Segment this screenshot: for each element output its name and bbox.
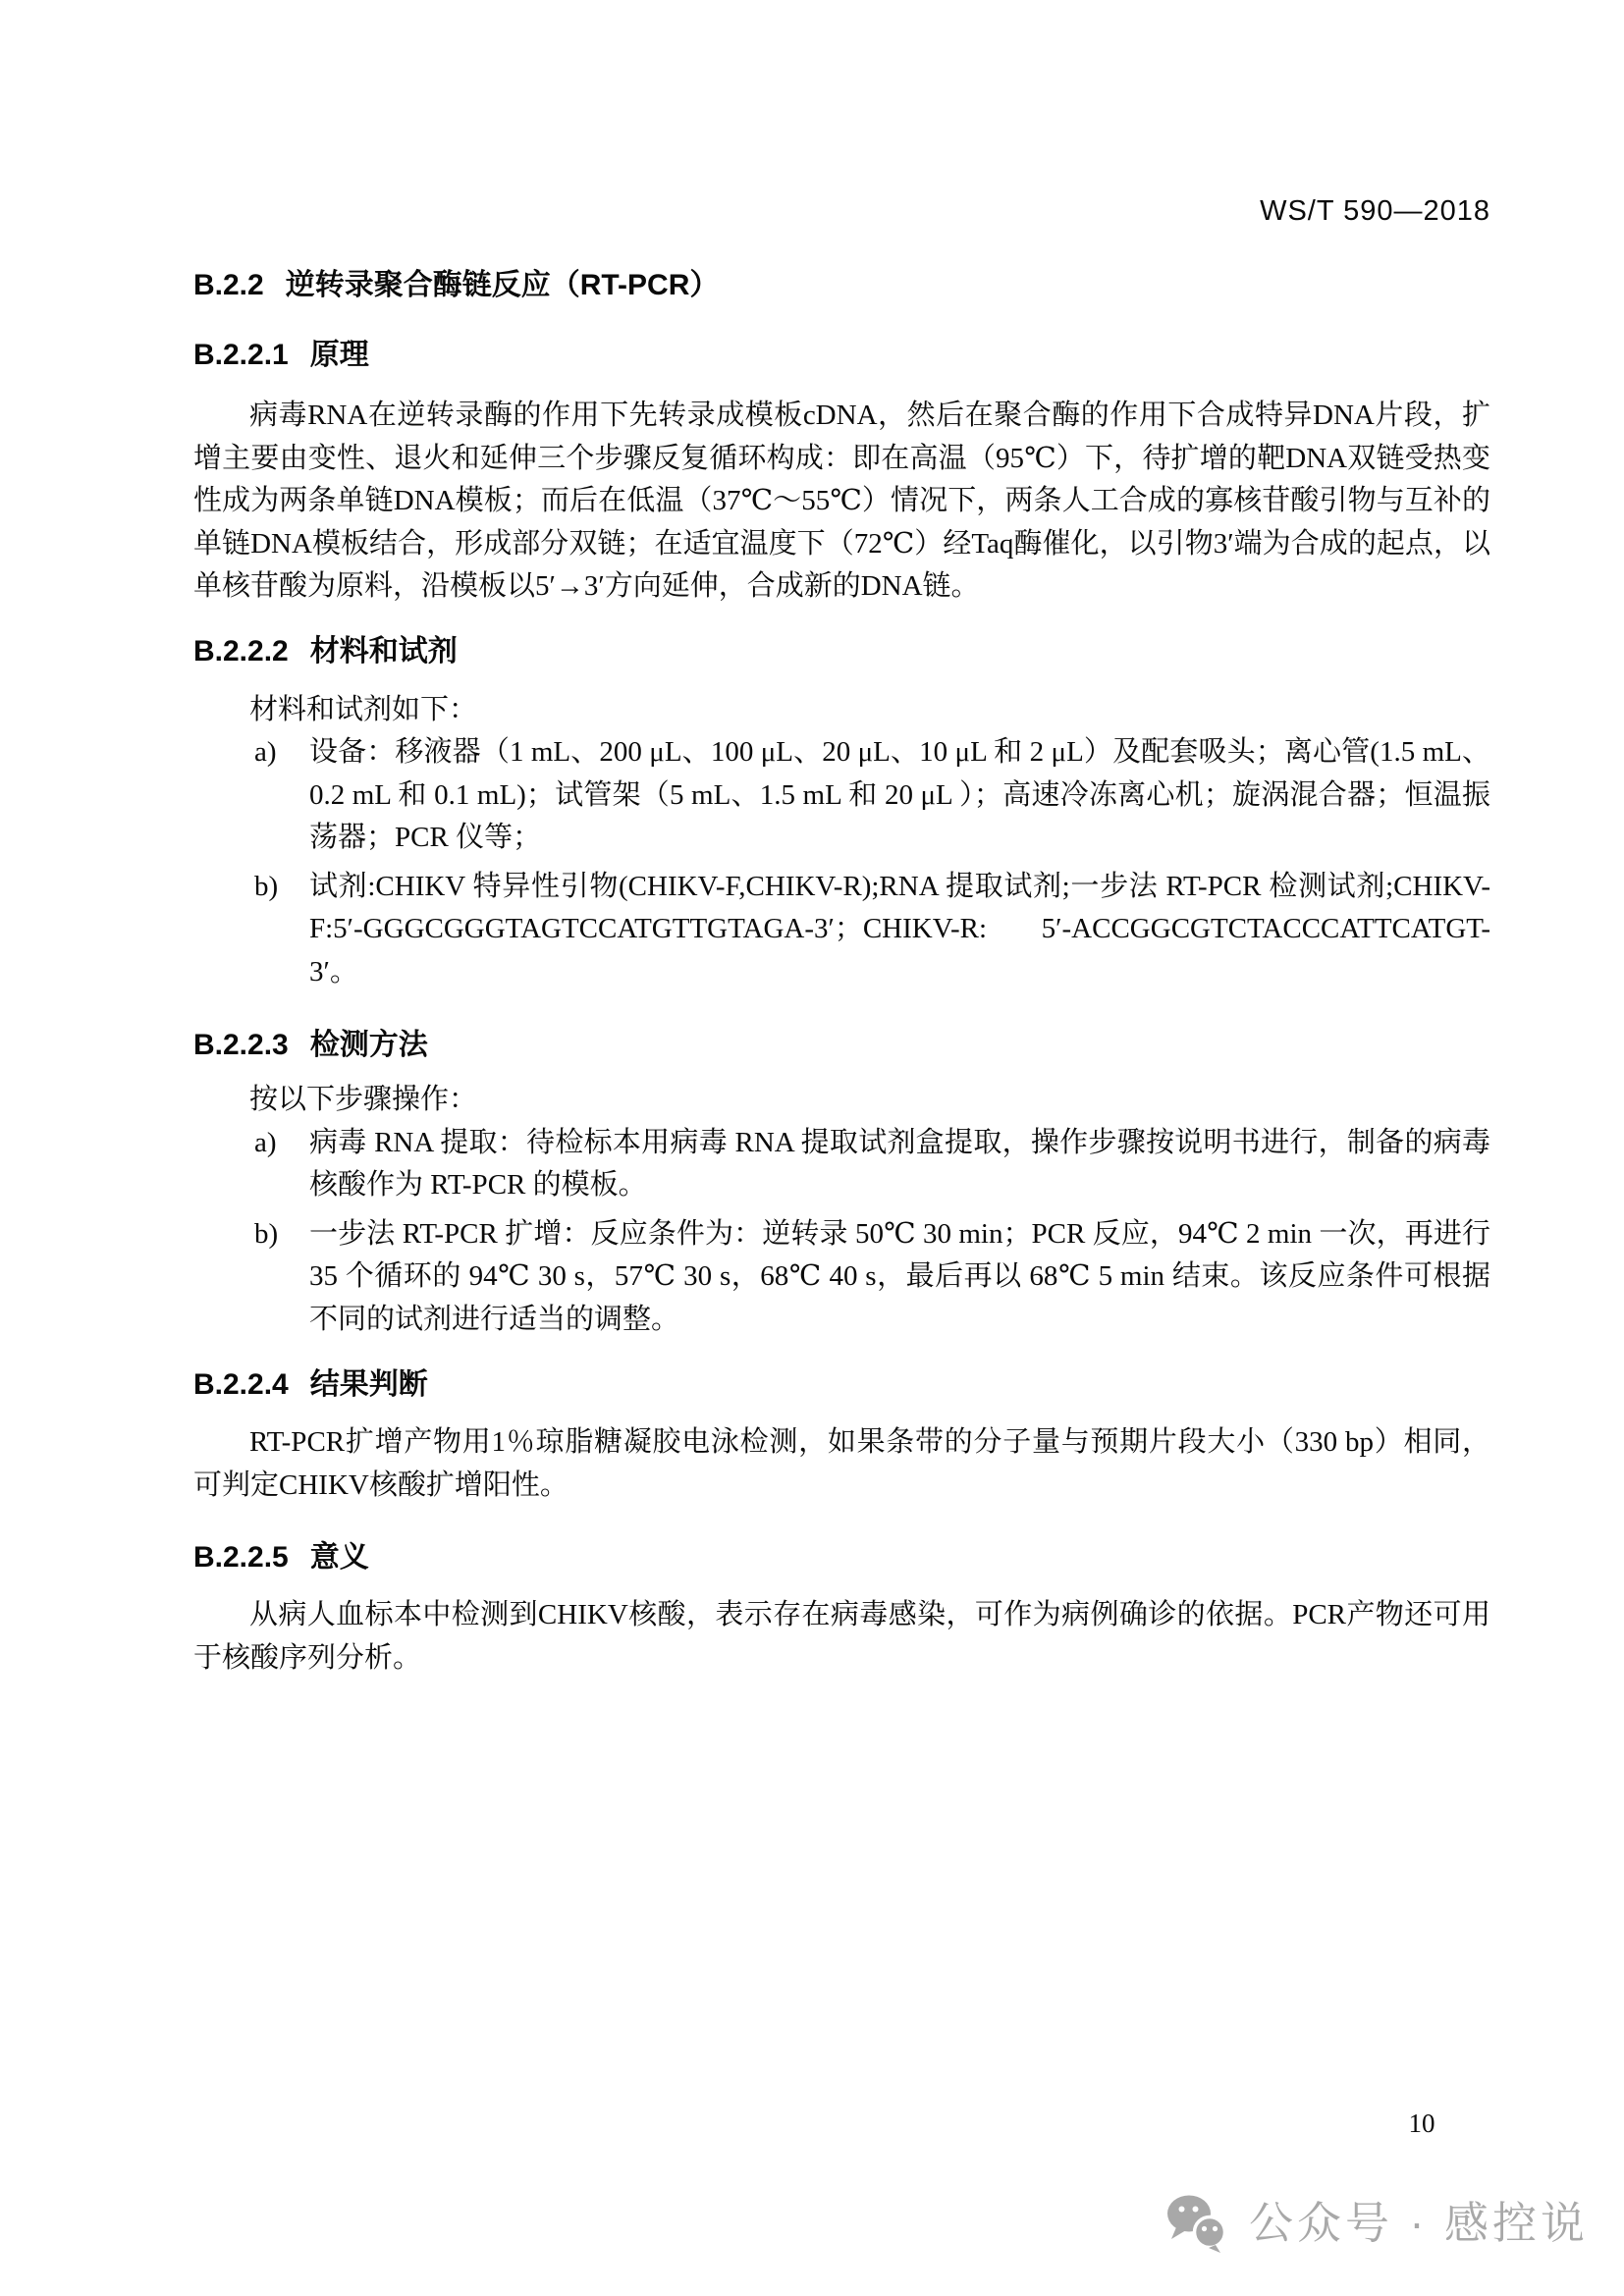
list-item [193,866,1490,994]
list-marker: b) [254,1217,279,1250]
section-title: 检测方法 [309,1029,428,1061]
section-number: B.2.2.3 [193,1029,289,1061]
list-item-text: 病毒 RNA 提取：待检标本用病毒 RNA 提取试剂盒提取，操作步骤按说明书进行，制备的病毒核酸作为 RT-PCR 的模板。 [309,1126,1490,1201]
list-marker: a) [254,736,277,768]
page-number: 10 [1408,2109,1435,2138]
section-number: B.2.2.2 [193,634,289,667]
paragraph-method-intro: 按以下步骤操作： [249,1084,478,1115]
paragraph-meaning: 从病人血标本中检测到CHIKV核酸，表示存在病毒感染，可作为病例确诊的依据。PCR产物还可用于核酸序列分析。 [193,1599,1490,1674]
section-heading-b22 [193,264,1490,306]
list-item-text: 设备：移液器（1 mL、200 μL、100 μL、20 μL、10 μL 和 2 μL）及配套吸头；离心管(1.5 mL、0.2 mL 和 0.1 mL)；试管架（5 mL、1.5 mL 和 20 μL ）；高速冷冻离心机；旋涡混合器；恒温振荡器；PCR 仪等； [309,736,1490,853]
paragraph-materials-intro: 材料和试剂如下： [249,693,478,725]
section-heading-b223 [193,1024,1490,1066]
paragraph-principle: 病毒RNA在逆转录酶的作用下先转录成模板cDNA，然后在聚合酶的作用下合成特异DNA片段，扩增主要由变性、退火和延伸三个步骤反复循环构成：即在高温（95℃）下，待扩增的靶DNA双链受热变性成为两条单链DNA模板；而后在低温（37℃～55℃）情况下，两条人工合成的寡核苷酸引物与互补的单链DNA模板结合，形成部分双链；在适宜温度下（72℃）经Taq酶催化，以引物3′端为合成的起点，以单核苷酸为原料，沿模板以5′→3′方向延伸，合成新的DNA链。 [193,400,1490,602]
paragraph-result: RT-PCR扩增产物用1％琼脂糖凝胶电泳检测，如果条带的分子量与预期片段大小（330 bp）相同，可判定CHIKV核酸扩增阳性。 [193,1426,1490,1501]
section-title: 意义 [309,1541,369,1574]
doc-number: WS/T 590—2018 [1260,195,1490,227]
section-heading-b224 [193,1363,1490,1406]
watermark-text: 公众号 · 感控说 [1249,2198,1589,2248]
section-number: B.2.2.5 [193,1541,289,1574]
section-number: B.2.2.4 [193,1368,289,1401]
section-number: B.2.2.1 [193,339,289,371]
list-item-text: 一步法 RT-PCR 扩增：反应条件为：逆转录 50℃ 30 min；PCR 反应，94℃ 2 min 一次，再进行 35 个循环的 94℃ 30 s，57℃ 30 s，68℃ 40 s，最后再以 68℃ 5 min 结束。该反应条件可根据不同的试剂进行适当的调整。 [309,1217,1490,1335]
list-item-text: 试剂:CHIKV 特异性引物(CHIKV-F,CHIKV-R);RNA 提取试剂;一步法 RT-PCR 检测试剂;CHIKV-F:5′-GGGCGGGTAGTCCATGTTGTAGA-3′；CHIKV-R: 5′-ACCGGCGTCTACCCATTCATGT-3′。 [309,870,1490,988]
list-item [193,1122,1490,1207]
method-list [193,1122,1490,1342]
watermark [1164,2193,1589,2254]
section-title: 结果判断 [309,1368,428,1401]
section-title: 材料和试剂 [309,634,458,667]
list-marker: b) [254,870,279,902]
section-heading-b225 [193,1536,1490,1578]
materials-list [193,731,1490,993]
wechat-icon [1164,2193,1233,2254]
list-item [193,1213,1490,1342]
section-heading-b221 [193,334,1490,376]
section-title: 逆转录聚合酶链反应（RT-PCR） [285,269,720,301]
section-title: 原理 [309,339,369,371]
list-item [193,731,1490,860]
list-marker: a) [254,1126,277,1158]
section-number: B.2.2 [193,269,264,301]
section-heading-b222 [193,630,1490,672]
